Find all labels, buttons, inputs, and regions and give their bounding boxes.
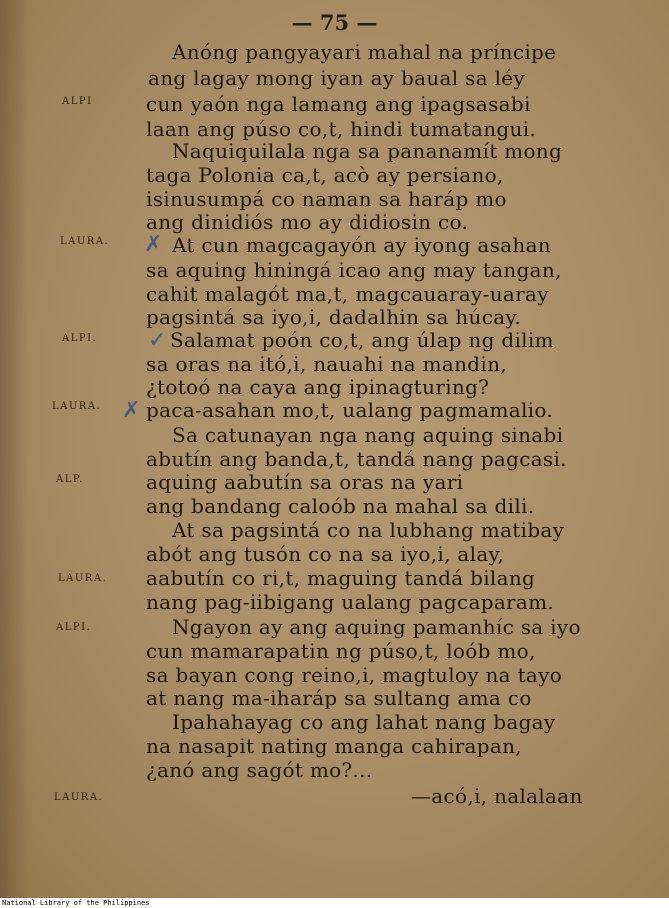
verse-line: ang dinidiós mo ay didiosin co.	[146, 210, 469, 234]
verse-line: Salamat poón co,t, ang úlap ng dilim	[170, 328, 554, 352]
verse-line: aabutín co ri,t, maguing tandá bilang	[146, 566, 536, 590]
verse-line: Ipahahayag co ang lahat nang bagay	[172, 710, 556, 734]
speaker-label: LAURA.	[52, 401, 102, 412]
verse-line: abót ang tusón co na sa iyo,i, alay,	[146, 542, 505, 566]
verse-line: sa oras na itó,i, nauahi na mandin,	[146, 352, 507, 376]
verse-line: Anóng pangyayari mahal na príncipe	[172, 40, 557, 64]
pencil-check-mark: ✓	[148, 328, 167, 353]
speaker-label: LAURA.	[58, 573, 108, 584]
verse-line: —acó,i, nalalaan	[411, 784, 583, 808]
verse-line: isinusumpá co naman sa haráp mo	[146, 187, 507, 211]
verse-line: at nang ma-iharáp sa sultang ama co	[146, 686, 532, 710]
pencil-cross-mark: ✗	[144, 232, 163, 257]
verse-line: Ngayon ay ang aquing pamanhíc sa iyo	[172, 615, 581, 639]
verse-line: nang pag-iibigang ualang pagcaparam.	[146, 590, 555, 614]
pencil-cross-mark: ✗	[122, 398, 141, 423]
speaker-label: LAURA.	[60, 236, 110, 247]
verse-line: cahit malagót ma,t, magcauaray-uaray	[146, 282, 549, 306]
page-number: — 75 —	[291, 10, 378, 35]
verse-line: sa aquing hiningá icao ang may tangan,	[146, 258, 562, 282]
speaker-label: ALPI.	[56, 622, 92, 633]
speaker-label: ALPI	[62, 96, 93, 107]
verse-line: Naquiquilala nga sa pananamít mong	[172, 139, 563, 163]
verse-line: pagsintá sa iyo,i, dadalhin sa húcay.	[146, 305, 522, 329]
speaker-label: LAURA.	[54, 792, 104, 803]
verse-line: At sa pagsintá co na lubhang matibay	[172, 518, 565, 542]
verse-line: sa bayan cong reino,i, magtuloy na tayo	[146, 663, 563, 687]
verse-line: aquing aabutín sa oras na yari	[146, 470, 464, 494]
verse-line: cun yaón nga lamang ang ipagsasabi	[146, 92, 531, 116]
verse-line: ang lagay mong iyan ay baual sa léy	[148, 66, 526, 90]
verse-line: laan ang púso co,t, hindi tumatangui.	[146, 117, 537, 141]
verse-line: ¿totoó na caya ang ipinagturing?	[146, 375, 490, 399]
speaker-label: ALP.	[56, 474, 84, 485]
verse-line: cun mamarapatin ng púso,t, loób mo,	[146, 639, 536, 663]
verse-line: abutín ang banda,t, tandá nang pagcasi.	[146, 447, 567, 471]
verse-line: taga Polonia ca,t, acò ay persiano,	[146, 163, 504, 187]
speaker-label: ALPI.	[62, 333, 98, 344]
verse-line: paca-asahan mo,t, ualang pagmamalio.	[146, 398, 553, 422]
verse-line: na nasapit nating manga cahirapan,	[146, 734, 522, 758]
verse-line: At cun magcagayón ay iyong asahan	[172, 233, 551, 257]
library-credit: National Library of the Philippines	[0, 899, 669, 908]
verse-line: Sa catunayan nga nang aquing sinabi	[172, 423, 564, 447]
verse-line: ¿anó ang sagót mo?...	[146, 758, 373, 782]
verse-line: ang bandang caloób na mahal sa dili.	[146, 494, 535, 518]
